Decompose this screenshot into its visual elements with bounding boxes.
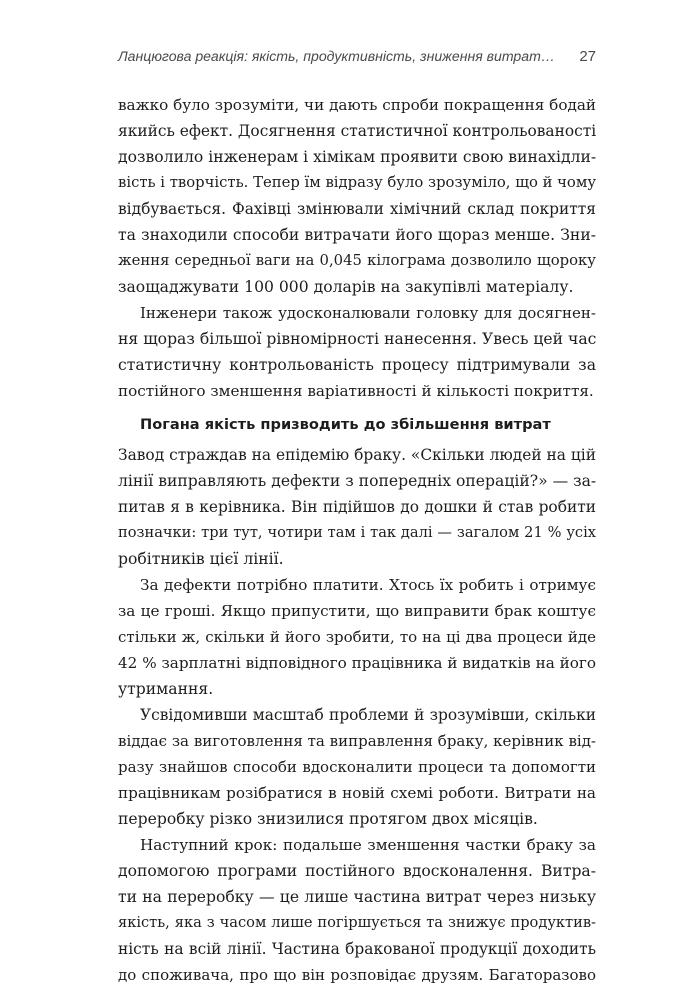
text-line: переробку різко знизилися протягом двох місяців. xyxy=(118,810,538,828)
text-line: Завод страждав на епідемію браку. «Скільки людей на цій xyxy=(118,446,596,464)
text-line: вість і творчість. Тепер їм відразу було зрозуміло, що й чому xyxy=(118,174,597,191)
text-line: постійного зменшення варіативності й кількості покриття. xyxy=(118,382,594,400)
text-line: стільки ж, скільки й його зробити, то на ці два процеси йде xyxy=(118,628,596,646)
text-line: Інженери також удосконалювали головку для досягнен- xyxy=(140,304,596,322)
text-line: до споживача, про що він розповідає друзям. Багаторазово xyxy=(118,966,596,984)
text-line: віддає за виготовлення та виправлення браку, керівник від- xyxy=(118,732,596,750)
text-line: працівникам розібратися в новій схемі роботи. Витрати на xyxy=(118,784,596,802)
running-title: Ланцюгова реакція: якість, продуктивність, зниження витрат… xyxy=(118,48,555,64)
section-heading: Погана якість призводить до збільшення витрат xyxy=(140,416,551,433)
text-line: якийсь ефект. Досягнення статистичної контрольованості xyxy=(118,122,597,140)
running-header xyxy=(118,48,596,70)
text-line: допомогою програми постійного вдосконалення. Витра- xyxy=(118,862,596,880)
text-line: важко було зрозуміти, чи дають спроби покращення бодай xyxy=(118,96,596,114)
text-line: За дефекти потрібно платити. Хтось їх робить і отримує xyxy=(140,576,596,594)
text-line: відбувається. Фахівці змінювали хімічний склад покриття xyxy=(118,200,596,218)
text-line: утримання. xyxy=(118,680,214,698)
text-line: Наступний крок: подальше зменшення частки браку за xyxy=(140,836,596,854)
text-line: робітників цієї лінії. xyxy=(118,550,284,568)
text-line: заощаджувати 100 000 доларів на закупівлі матеріалу. xyxy=(118,278,574,296)
text-line: разу знайшов способи вдосконалити процеси та допомогти xyxy=(118,758,596,776)
page-number: 27 xyxy=(579,48,596,65)
text-line: дозволило інженерам і хімікам проявити свою винахідли- xyxy=(118,148,597,166)
text-line: ня щораз більшої рівномірності нанесення. Увесь цей час xyxy=(118,330,597,348)
text-line: питав я в керівника. Він підійшов до дошки й став робити xyxy=(118,498,596,516)
text-line: ти на переробку — це лише частина витрат через низьку xyxy=(118,888,596,906)
text-line: та знаходили способи витрачати його щораз менше. Зни- xyxy=(118,226,596,244)
text-line: ження середньої ваги на 0,045 кілограма дозволило щороку xyxy=(118,252,596,269)
text-line: за це гроші. Якщо припустити, що виправити брак коштує xyxy=(118,602,596,620)
text-line: 42 % зарплатні відповідного працівника й видатків на його xyxy=(118,654,596,672)
text-line: лінії виправляють дефекти з попередніх операцій?» — за- xyxy=(118,472,597,490)
text-line: Усвідомивши масштаб проблеми й зрозумівши, скільки xyxy=(140,706,596,724)
text-line: ність на всій лінії. Частина бракованої продукції доходить xyxy=(118,940,596,958)
text-line: якість, яка з часом лише погіршується та знижує продуктив- xyxy=(118,914,596,931)
body-text xyxy=(118,92,596,988)
text-line: статистичну контрольованість процесу підтримували за xyxy=(118,356,596,374)
text-line: позначки: три тут, чотири там і так далі — загалом 21 % усіх xyxy=(118,524,596,541)
